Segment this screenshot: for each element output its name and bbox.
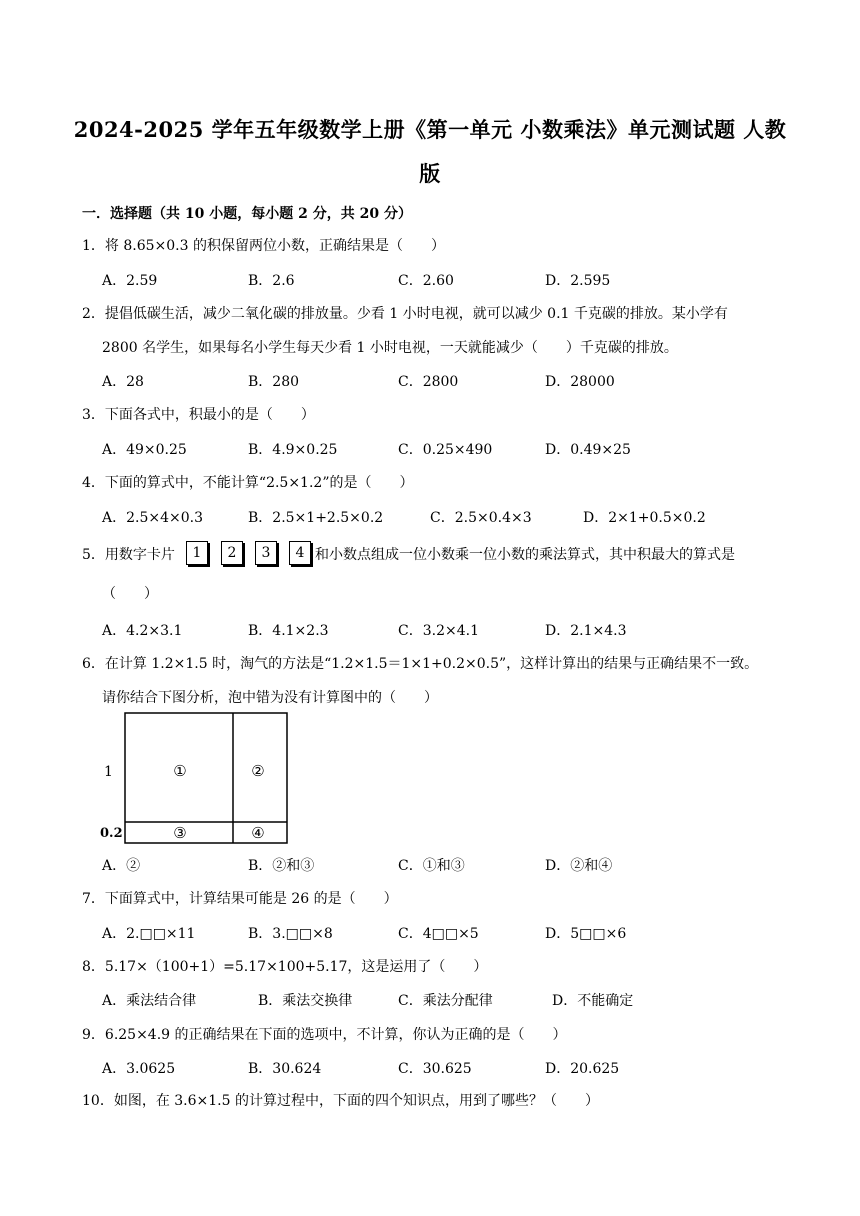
question-5-answer-paren: （ ） xyxy=(102,586,158,602)
question-4-option-a: A．2.5×4×0.3 xyxy=(102,510,204,526)
question-5-option-b: B．4.1×2.3 xyxy=(248,623,329,639)
question-2-option-c: C．2800 xyxy=(398,374,459,390)
question-8-option-a: A．乘法结合律 xyxy=(102,993,197,1009)
area-model-region-2: ② xyxy=(251,762,265,780)
question-4-option-c: C．2.5×0.4×3 xyxy=(430,510,532,526)
number-card-4: 4 xyxy=(289,541,311,565)
question-7-option-d: D．5□□×6 xyxy=(545,926,627,942)
question-2-option-b: B．280 xyxy=(248,374,300,390)
question-10-stem: 10．如图，在 3.6×1.5 的计算过程中，下面的四个知识点，用到了哪些？（ ） xyxy=(82,1093,599,1109)
area-model-region-3: ③ xyxy=(173,824,187,842)
question-6-option-a: A．② xyxy=(102,858,141,874)
question-7-stem: 7．下面算式中，计算结果可能是 26 的是（ ） xyxy=(82,891,398,907)
question-5-stem-suffix: 和小数点组成一位小数乘一位小数的乘法算式，其中积最大的算式是 xyxy=(315,547,735,563)
question-3-option-d: D．0.49×25 xyxy=(545,442,631,458)
question-4-stem: 4．下面的算式中，不能计算“2.5×1.2”的是（ ） xyxy=(82,475,414,491)
question-4-option-b: B．2.5×1+2.5×0.2 xyxy=(248,510,384,526)
question-2-option-a: A．28 xyxy=(102,374,144,390)
question-7-option-c: C．4□□×5 xyxy=(398,926,479,942)
question-5-option-d: D．2.1×4.3 xyxy=(545,623,627,639)
question-3-option-a: A．49×0.25 xyxy=(102,442,187,458)
question-2-stem-line-2: 2800 名学生，如果每名小学生每天少看 1 小时电视，一天就能减少（ ）千克碳的排放。 xyxy=(102,340,678,356)
question-9-stem: 9．6.25×4.9 的正确结果在下面的选项中，不计算，你认为正确的是（ ） xyxy=(82,1027,567,1043)
question-7-option-a: A．2.□□×11 xyxy=(102,926,196,942)
area-model-region-1: ① xyxy=(173,762,187,780)
question-6-stem-line-2: 请你结合下图分析，泡中错为没有计算图中的（ ） xyxy=(102,690,438,706)
question-2-option-d: D．28000 xyxy=(545,374,615,390)
question-6-option-c: C．①和③ xyxy=(398,858,465,874)
question-6-option-b: B．②和③ xyxy=(248,858,315,874)
question-5-stem-prefix: 5．用数字卡片 xyxy=(82,547,175,563)
question-6-stem-line-1: 6．在计算 1.2×1.5 时，淘气的方法是“1.2×1.5＝1×1+0.2×0.5”，这样计算出的结果与正确结果不一致。 xyxy=(82,656,759,672)
area-model-region-4: ④ xyxy=(251,824,265,842)
question-3-stem: 3．下面各式中，积最小的是（ ） xyxy=(82,407,315,423)
question-1-option-d: D．2.595 xyxy=(545,273,611,289)
question-5-option-c: C．3.2×4.1 xyxy=(398,623,479,639)
area-model-figure xyxy=(100,708,295,848)
exam-title-line-2: 版 xyxy=(419,161,441,186)
question-6-option-d: D．②和④ xyxy=(545,858,613,874)
question-8-option-d: D．不能确定 xyxy=(552,993,634,1009)
question-1-option-b: B．2.6 xyxy=(248,273,295,289)
question-8-option-c: C．乘法分配律 xyxy=(398,993,493,1009)
section-heading: 一．选择题（共 10 小题，每小题 2 分，共 20 分） xyxy=(82,206,412,222)
question-1-stem: 1．将 8.65×0.3 的积保留两位小数，正确结果是（ ） xyxy=(82,238,445,254)
exam-title-line-1: 2024-2025 学年五年级数学上册《第一单元 小数乘法》单元测试题 人教 xyxy=(73,117,787,142)
question-5-option-a: A．4.2×3.1 xyxy=(102,623,183,639)
question-2-stem-line-1: 2．提倡低碳生活，减少二氧化碳的排放量。少看 1 小时电视，就可以减少 0.1 千克碳的排放。某小学有 xyxy=(82,306,728,322)
question-4-option-d: D．2×1+0.5×0.2 xyxy=(583,510,706,526)
question-8-stem: 8．5.17×（100+1）=5.17×100+5.17，这是运用了（ ） xyxy=(82,959,488,975)
question-9-option-b: B．30.624 xyxy=(248,1061,322,1077)
question-3-option-c: C．0.25×490 xyxy=(398,442,493,458)
question-9-option-d: D．20.625 xyxy=(545,1061,620,1077)
question-9-option-c: C．30.625 xyxy=(398,1061,472,1077)
area-model-label-1: 1 xyxy=(104,764,113,780)
question-1-option-a: A．2.59 xyxy=(102,273,158,289)
question-1-option-c: C．2.60 xyxy=(398,273,454,289)
question-8-option-b: B．乘法交换律 xyxy=(258,993,353,1009)
number-card-1: 1 xyxy=(186,541,208,565)
number-card-2: 2 xyxy=(221,541,243,565)
question-7-option-b: B．3.□□×8 xyxy=(248,926,333,942)
number-card-3: 3 xyxy=(255,541,277,565)
question-9-option-a: A．3.0625 xyxy=(102,1061,176,1077)
area-model-label-0-2: 0.2 xyxy=(100,826,123,841)
question-3-option-b: B．4.9×0.25 xyxy=(248,442,338,458)
